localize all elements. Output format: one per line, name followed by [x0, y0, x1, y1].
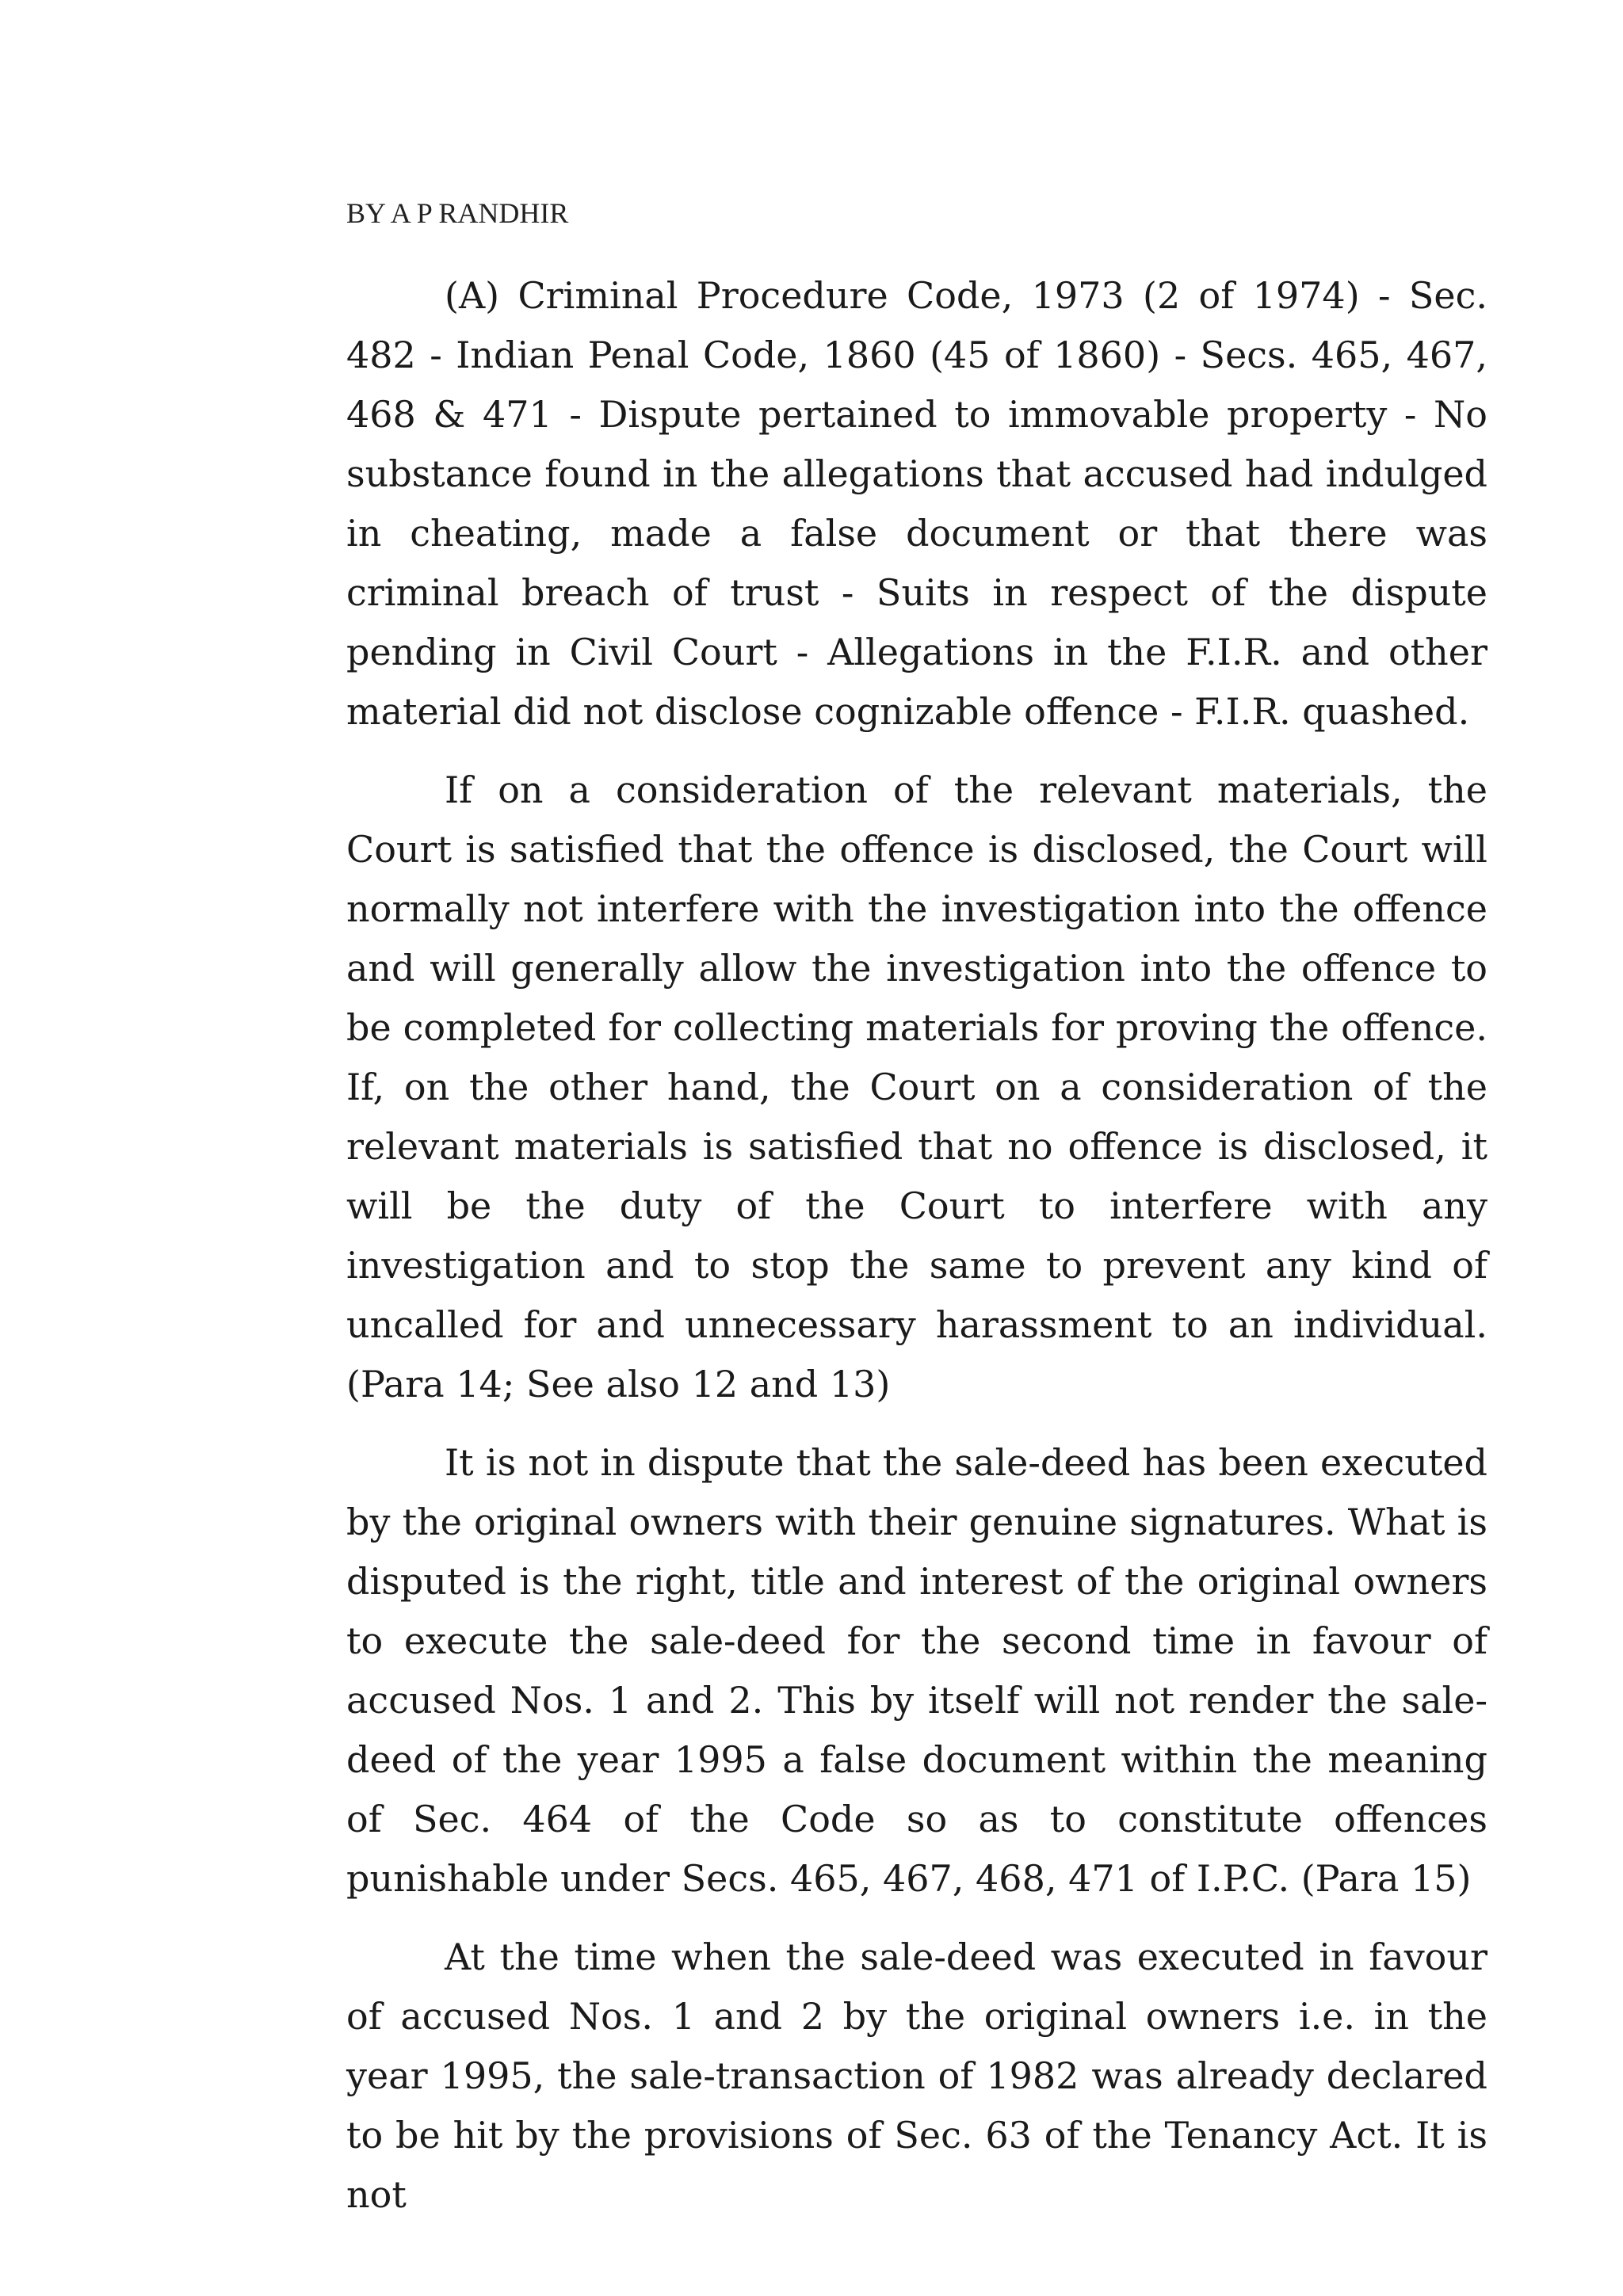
paragraph-headnote: (A) Criminal Procedure Code, 1973 (2 of 1974) - Sec. 482 - Indian Penal Code, 1860 (45 of 1860) - Secs. 465, 467, 468 & 471 - Dispute pertained to immovable property - No substance found in the allegations that accused had indulged in cheating, made a false document or that there was criminal breach of trust - Suits in respect of the dispute pending in Civil Court - Allegations in the F.I.R. and other material did not disclose cognizable offence - F.I.R. quashed.: [346, 274, 1487, 733]
author-header: BY A P RANDHIR: [346, 197, 569, 229]
document-body: [346, 266, 1487, 2244]
paragraph-para-15: It is not in dispute that the sale-deed has been executed by the original owners with their genuine signatures. What is disputed is the right, title and interest of the original owners to execute the sale-deed for the second time in favour of accused Nos. 1 and 2. This by itself will not render the sale-deed of the year 1995 a false document within the meaning of Sec. 464 of the Code so as to constitute offences punishable under Secs. 465, 467, 468, 471 of I.P.C. (Para 15): [346, 1441, 1487, 1900]
paragraph-para-14: If on a consideration of the relevant materials, the Court is satisfied that the offence is disclosed, the Court will normally not interfere with the investigation into the offence and will generally allow the investigation into the offence to be completed for collecting materials for proving the offence. If, on the other hand, the Court on a consideration of the relevant materials is satisfied that no offence is disclosed, it will be the duty of the Court to interfere with any investigation and to stop the same to prevent any kind of uncalled for and unnecessary harassment to an individual. (Para 14; See also 12 and 13): [346, 769, 1487, 1405]
paragraph-tenancy-act: At the time when the sale-deed was executed in favour of accused Nos. 1 and 2 by the original owners i.e. in the year 1995, the sale-transaction of 1982 was already declared to be hit by the provisions of Sec. 63 of the Tenancy Act. It is not: [346, 1936, 1487, 2216]
